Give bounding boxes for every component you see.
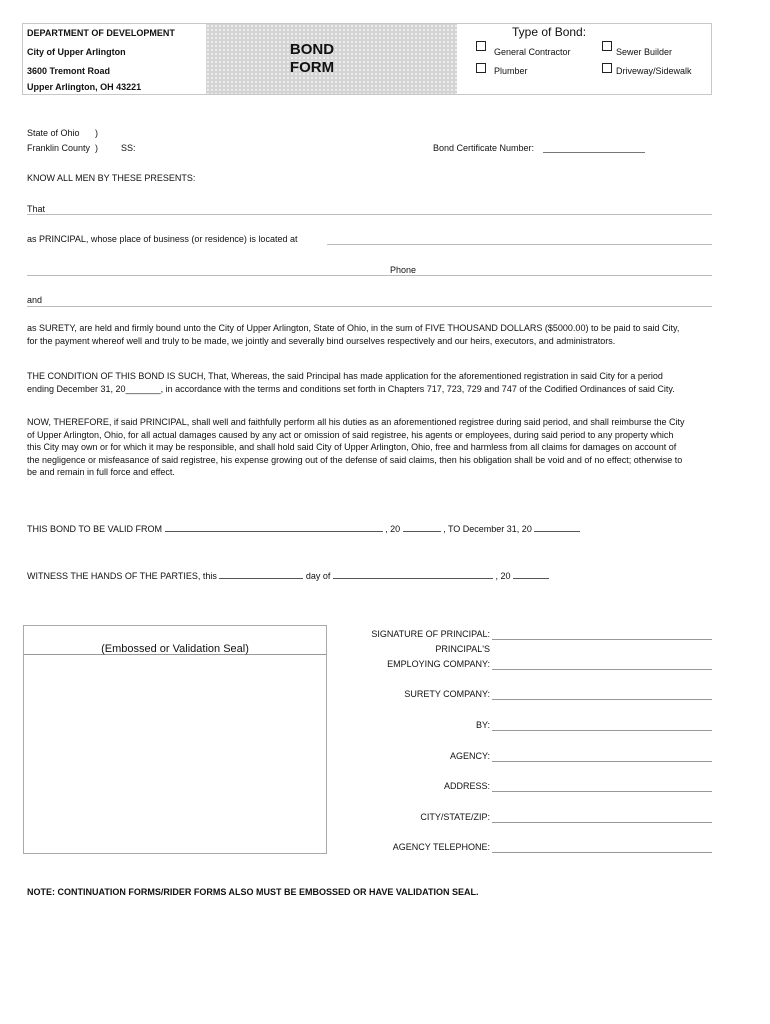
surety-name-line[interactable] bbox=[27, 306, 712, 307]
surety-company-label: SURETY COMPANY: bbox=[404, 689, 490, 699]
by-line[interactable] bbox=[492, 730, 712, 731]
that-label: That bbox=[27, 204, 46, 214]
phone-line[interactable] bbox=[27, 275, 712, 276]
now-therefore-paragraph: NOW, THEREFORE, if said PRINCIPAL, shall well and faithfully perform all his duties as an aforementioned registree during said period, and shall reimburse the City of Upper Arlington, Ohio, for all actual damages caused by any act or omission of said registree, his agents or employees, during said period to any property which this City may own or for which it may be responsible, and shall hold said City of Upper Arlington, Ohio, free and harmless from all claims for damages on account of the negligence or misfeasance of said registree, his expense growing out of the defense of said claims, then his obligation shall be void and of no effect; otherwise to be and remain in full force and effect. bbox=[27, 417, 685, 477]
plumber-checkbox[interactable] bbox=[476, 63, 486, 73]
driveway-sidewalk-label: Driveway/Sidewalk bbox=[616, 66, 692, 76]
surety-paragraph: as SURETY, are held and firmly bound unto the City of Upper Arlington, State of Ohio, in the sum of FIVE THOUSAND DOLLARS ($5000.00) to be paid to said City, for the payment whereof well and truly to be made, we jointly and severally bind ourselves respectively and our heirs, executors, and administrators. bbox=[27, 323, 680, 346]
validity-to-label: , TO December 31, 20 bbox=[443, 524, 532, 534]
department-name: DEPARTMENT OF DEVELOPMENT bbox=[27, 28, 175, 38]
witness-month-field[interactable] bbox=[333, 569, 493, 579]
witness-day-field[interactable] bbox=[219, 569, 303, 579]
witness-row bbox=[27, 569, 549, 581]
witness-year-field[interactable] bbox=[513, 569, 549, 579]
valid-from-year-field[interactable] bbox=[403, 522, 441, 532]
city-state-zip: Upper Arlington, OH 43221 bbox=[27, 82, 142, 92]
state-label: State of Ohio bbox=[27, 128, 80, 138]
state-paren: ) bbox=[95, 128, 98, 138]
employing-company-label: EMPLOYING COMPANY: bbox=[387, 659, 490, 669]
principal-signature-line[interactable] bbox=[492, 639, 712, 640]
city-state-zip-line[interactable] bbox=[492, 822, 712, 823]
general-contractor-checkbox[interactable] bbox=[476, 41, 486, 51]
condition-paragraph: THE CONDITION OF THIS BOND IS SUCH, That, Whereas, the said Principal has made application for the aforementioned registration in said City for a period ending December 31, 20_______, in accordance with the terms and conditions set forth in Chapters 717, 723, 729 and 747 of the Codified Ordinances of said City. bbox=[27, 371, 675, 394]
certificate-number-label: Bond Certificate Number: bbox=[433, 143, 535, 153]
driveway-sidewalk-checkbox[interactable] bbox=[602, 63, 612, 73]
address-line[interactable] bbox=[492, 791, 712, 792]
seal-label: (Embossed or Validation Seal) bbox=[24, 642, 326, 656]
know-all-men: KNOW ALL MEN BY THESE PRESENTS: bbox=[27, 173, 196, 183]
agency-telephone-label: AGENCY TELEPHONE: bbox=[392, 842, 490, 852]
plumber-label: Plumber bbox=[494, 66, 528, 76]
witness-day-of: day of bbox=[305, 571, 331, 581]
witness-comma-20: , 20 bbox=[495, 571, 511, 581]
county-label: Franklin County bbox=[27, 143, 91, 153]
employing-company-line[interactable] bbox=[492, 669, 712, 670]
principal-signature-label: SIGNATURE OF PRINCIPAL: bbox=[371, 629, 490, 639]
street-address: 3600 Tremont Road bbox=[27, 66, 111, 76]
county-paren: ) bbox=[95, 143, 98, 153]
ss-label: SS: bbox=[121, 143, 136, 153]
form-title-line2: FORM bbox=[289, 59, 335, 76]
general-contractor-label: General Contractor bbox=[494, 47, 571, 57]
form-title-line1: BOND bbox=[289, 41, 335, 58]
valid-from-field[interactable] bbox=[165, 522, 383, 532]
agency-label: AGENCY: bbox=[449, 751, 490, 761]
and-label: and bbox=[27, 295, 43, 305]
sewer-builder-label: Sewer Builder bbox=[616, 47, 673, 57]
seal-box bbox=[23, 625, 327, 854]
by-label: BY: bbox=[475, 720, 490, 730]
validity-comma-20: , 20 bbox=[385, 524, 401, 534]
principals-label: PRINCIPAL'S bbox=[435, 644, 490, 654]
type-of-bond-label: Type of Bond: bbox=[512, 25, 587, 39]
continuation-note: NOTE: CONTINUATION FORMS/RIDER FORMS ALSO MUST BE EMBOSSED OR HAVE VALIDATION SEAL. bbox=[27, 887, 479, 897]
validity-row bbox=[27, 522, 580, 534]
agency-line[interactable] bbox=[492, 761, 712, 762]
city-name: City of Upper Arlington bbox=[27, 47, 126, 57]
principal-address-line[interactable] bbox=[327, 244, 712, 245]
principal-address-label: as PRINCIPAL, whose place of business (or residence) is located at bbox=[27, 234, 298, 244]
sewer-builder-checkbox[interactable] bbox=[602, 41, 612, 51]
agency-telephone-line[interactable] bbox=[492, 852, 712, 853]
address-label: ADDRESS: bbox=[443, 781, 490, 791]
phone-label: Phone bbox=[390, 265, 417, 275]
certificate-number-field[interactable] bbox=[543, 152, 645, 153]
witness-label: WITNESS THE HANDS OF THE PARTIES, this bbox=[27, 571, 217, 581]
surety-company-line[interactable] bbox=[492, 699, 712, 700]
city-state-zip-label: CITY/STATE/ZIP: bbox=[420, 812, 490, 822]
valid-to-year-field[interactable] bbox=[534, 522, 580, 532]
principal-name-line[interactable] bbox=[27, 214, 712, 215]
validity-label: THIS BOND TO BE VALID FROM bbox=[27, 524, 163, 534]
